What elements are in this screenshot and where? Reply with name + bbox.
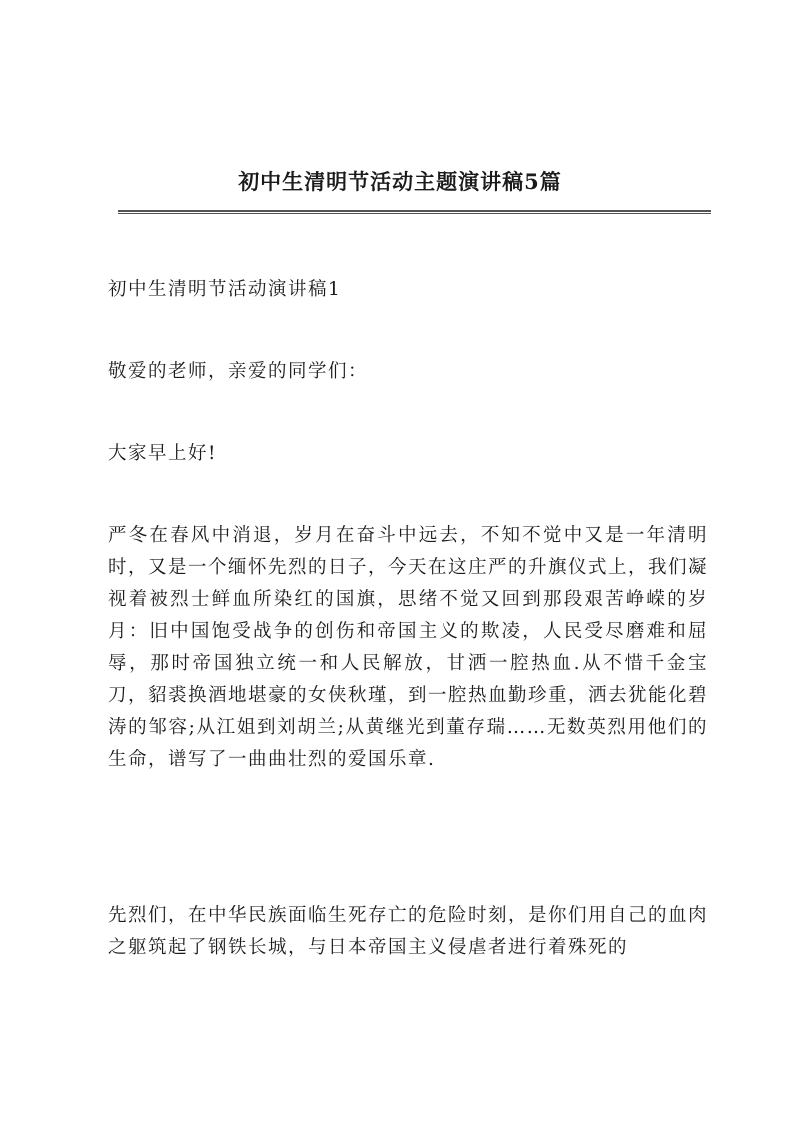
title-divider <box>118 210 711 214</box>
document-title: 初中生清明节活动主题演讲稿5篇 <box>238 169 562 194</box>
body-paragraph: 先烈们，在中华民族面临生死存亡的危险时刻，是你们用自己的血肉之躯筑起了钢铁长城，与日本帝国主义侵虐者进行着殊死的 <box>108 905 709 958</box>
body-paragraph: 严冬在春风中消退，岁月在奋斗中远去，不知不觉中又是一年清明时，又是一个缅怀先烈的日子，今天在这庄严的升旗仪式上，我们凝视着被烈士鲜血所染红的国旗，思绪不觉又回到那段艰苦峥嵘的岁月：旧中国饱受战争的创伤和帝国主义的欺凌，人民受尽磨难和屈辱，那时帝国独立统一和人民解放，甘洒一腔热血.从不惜千金宝刀，貂裘换酒地堪豪的女侠秋瑾，到一腔热血勤珍重，洒去犹能化碧涛的邹容;从江姐到刘胡兰;从黄继光到董存瑞……无数英烈用他们的生命，谱写了一曲曲壮烈的爱国乐章. <box>108 525 709 770</box>
section-heading: 初中生清明节活动演讲稿1 <box>108 279 342 300</box>
greeting: 大家早上好! <box>108 443 217 464</box>
salutation: 敬爱的老师，亲爱的同学们： <box>108 361 369 382</box>
